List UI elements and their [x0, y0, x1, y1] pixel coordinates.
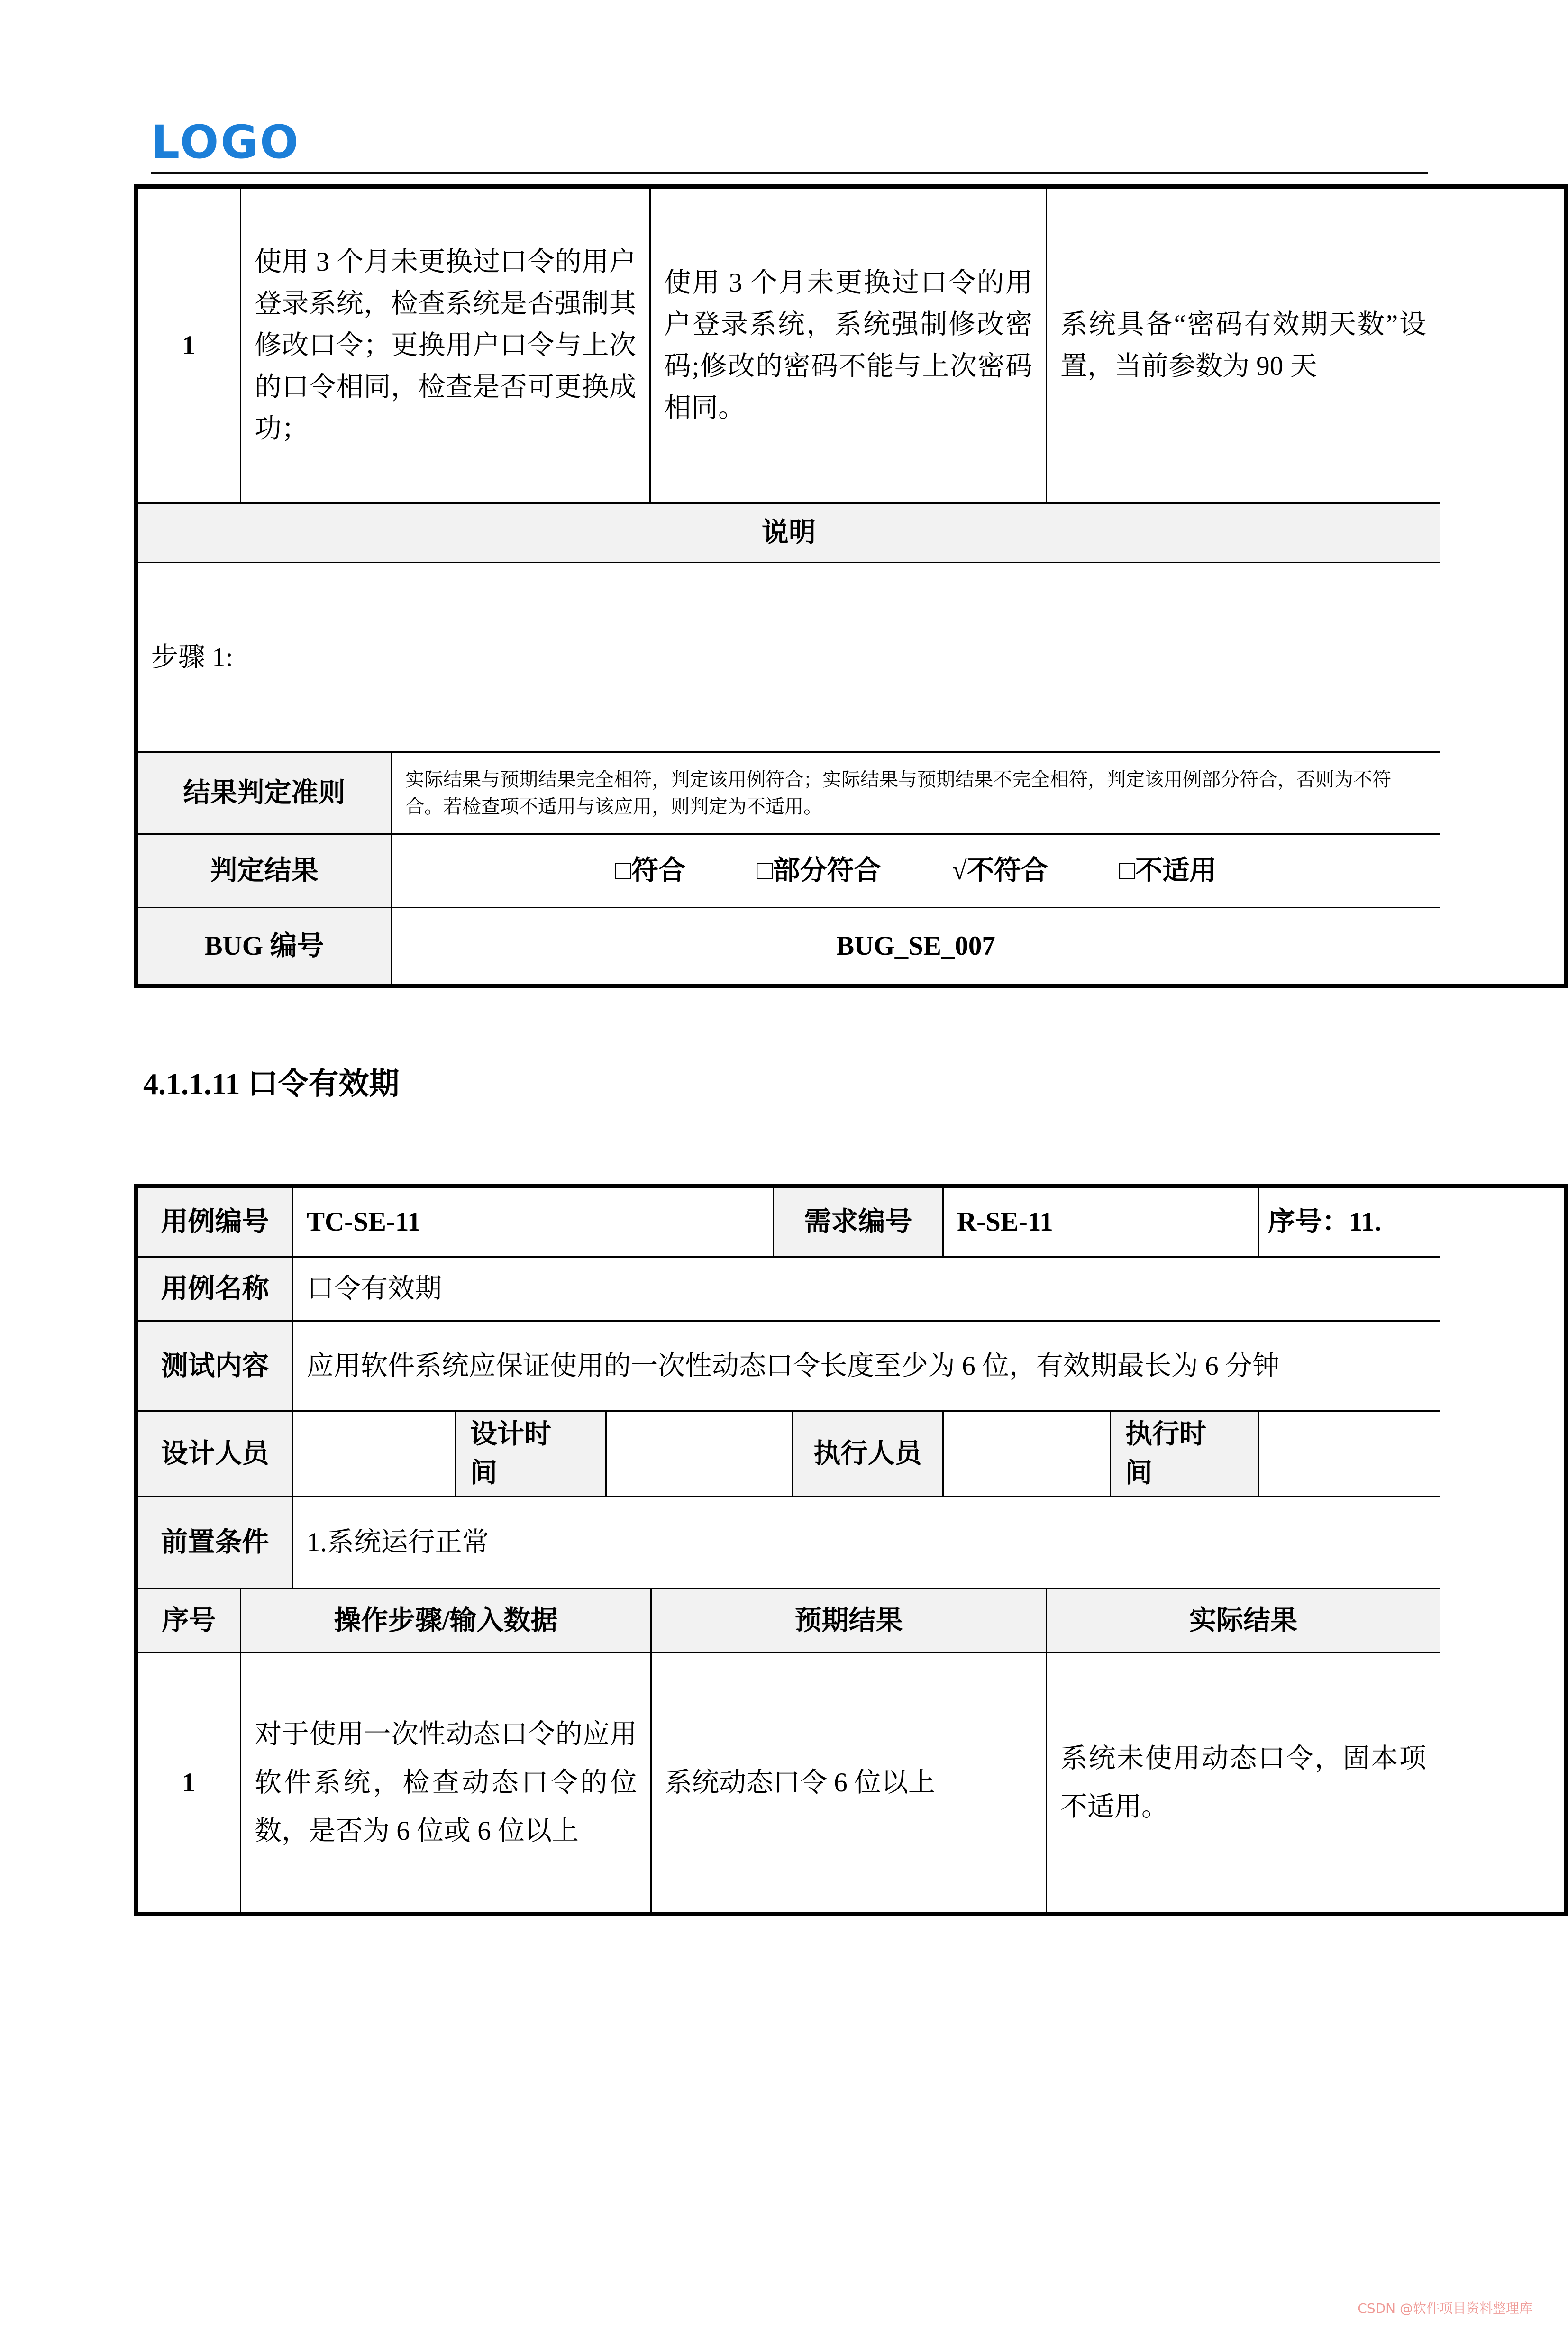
actual-result-cell [1047, 189, 1440, 504]
test-content-label-cell: 测试内容 [138, 1322, 293, 1412]
step-input-cell [241, 189, 651, 504]
designer-value-cell [293, 1412, 456, 1497]
bug-id-cell: BUG_SE_007 [836, 931, 995, 961]
actual-result-cell [1047, 1653, 1440, 1912]
col-header-seq: 序号 [138, 1589, 241, 1653]
executor-label-cell: 执行人员 [793, 1412, 944, 1497]
step-seq-cell: 1 [138, 189, 241, 504]
criteria-text: 实际结果与预期结果完全相符，判定该用例符合；实际结果与预期结果不完全相符，判定该用例部分符合，否则为不符合。若检查项不适用与该应用，则判定为不适用。 [405, 769, 1391, 817]
test-case-table [134, 1184, 1568, 1916]
actual-result-text: 系统未使用动态口令，固本项不适用。 [1060, 1743, 1426, 1822]
col-header-actual: 实际结果 [1047, 1589, 1440, 1653]
expected-result-cell [651, 189, 1047, 504]
seq-no-cell: 序号：11. [1259, 1188, 1440, 1258]
test-case-table-continued [134, 184, 1568, 988]
company-logo: LOGO [151, 116, 301, 169]
exec-time-value-cell [1259, 1412, 1440, 1497]
exec-time-label-cell [1111, 1412, 1259, 1497]
precondition-label-cell: 前置条件 [138, 1497, 293, 1589]
section-heading: 4.1.1.11 口令有效期 [143, 1067, 400, 1101]
verdict-option-conform: □符合 [615, 856, 686, 886]
step-input-text: 对于使用一次性动态口令的应用软件系统，检查动态口令的位数，是否为 6 位或 6 位以上 [255, 1719, 637, 1846]
criteria-text-cell [392, 753, 1440, 835]
step-input-text: 使用 3 个月未更换过口令的用户登录系统，检查系统是否强制其修改口令；更换用户口令与上次的口令相同，检查是否可更换成功； [255, 247, 636, 444]
exec-time-label: 执行时间 [1125, 1419, 1206, 1488]
case-id-cell: TC-SE-11 [293, 1188, 774, 1258]
col-header-steps: 操作步骤/输入数据 [241, 1589, 652, 1653]
case-name-cell: 口令有效期 [293, 1258, 1440, 1322]
case-id-label-cell: 用例编号 [138, 1188, 293, 1258]
req-id-label-cell: 需求编号 [774, 1188, 944, 1258]
col-header-expected: 预期结果 [652, 1589, 1047, 1653]
verdict-option-na: □不适用 [1119, 856, 1217, 886]
test-content-cell [293, 1322, 1440, 1412]
document-header [151, 116, 1428, 174]
expected-result-text: 使用 3 个月未更换过口令的用户登录系统，系统强制修改密码;修改的密码不能与上次密码相同。 [664, 268, 1032, 423]
bug-label-cell: BUG 编号 [138, 908, 392, 984]
verdict-label-cell: 判定结果 [138, 835, 392, 908]
step-input-cell [241, 1653, 652, 1912]
verdict-option-partial: □部分符合 [757, 856, 881, 886]
design-time-value-cell [607, 1412, 793, 1497]
req-id-cell: R-SE-11 [944, 1188, 1259, 1258]
csdn-watermark: CSDN @软件项目资料整理库 [1358, 2300, 1532, 2316]
design-time-label: 设计时间 [470, 1419, 551, 1488]
criteria-label-cell: 结果判定准则 [138, 753, 392, 835]
designer-label-cell: 设计人员 [138, 1412, 293, 1497]
executor-value-cell [944, 1412, 1111, 1497]
step-seq-cell: 1 [138, 1653, 241, 1912]
note-header-cell: 说明 [138, 504, 1440, 563]
note-body-cell: 步骤 1: [138, 563, 1440, 753]
design-time-label-cell [456, 1412, 607, 1497]
precondition-cell: 1.系统运行正常 [293, 1497, 1440, 1589]
actual-result-text: 系统具备“密码有效期天数”设置，当前参数为 90 天 [1060, 310, 1426, 381]
verdict-options-cell [392, 835, 1440, 908]
test-content-text: 应用软件系统应保证使用的一次性动态口令长度至少为 6 位，有效期最长为 6 分钟 [307, 1351, 1279, 1381]
case-name-label-cell: 用例名称 [138, 1258, 293, 1322]
verdict-option-nonconform: √不符合 [952, 856, 1048, 886]
expected-result-cell: 系统动态口令 6 位以上 [652, 1653, 1047, 1912]
